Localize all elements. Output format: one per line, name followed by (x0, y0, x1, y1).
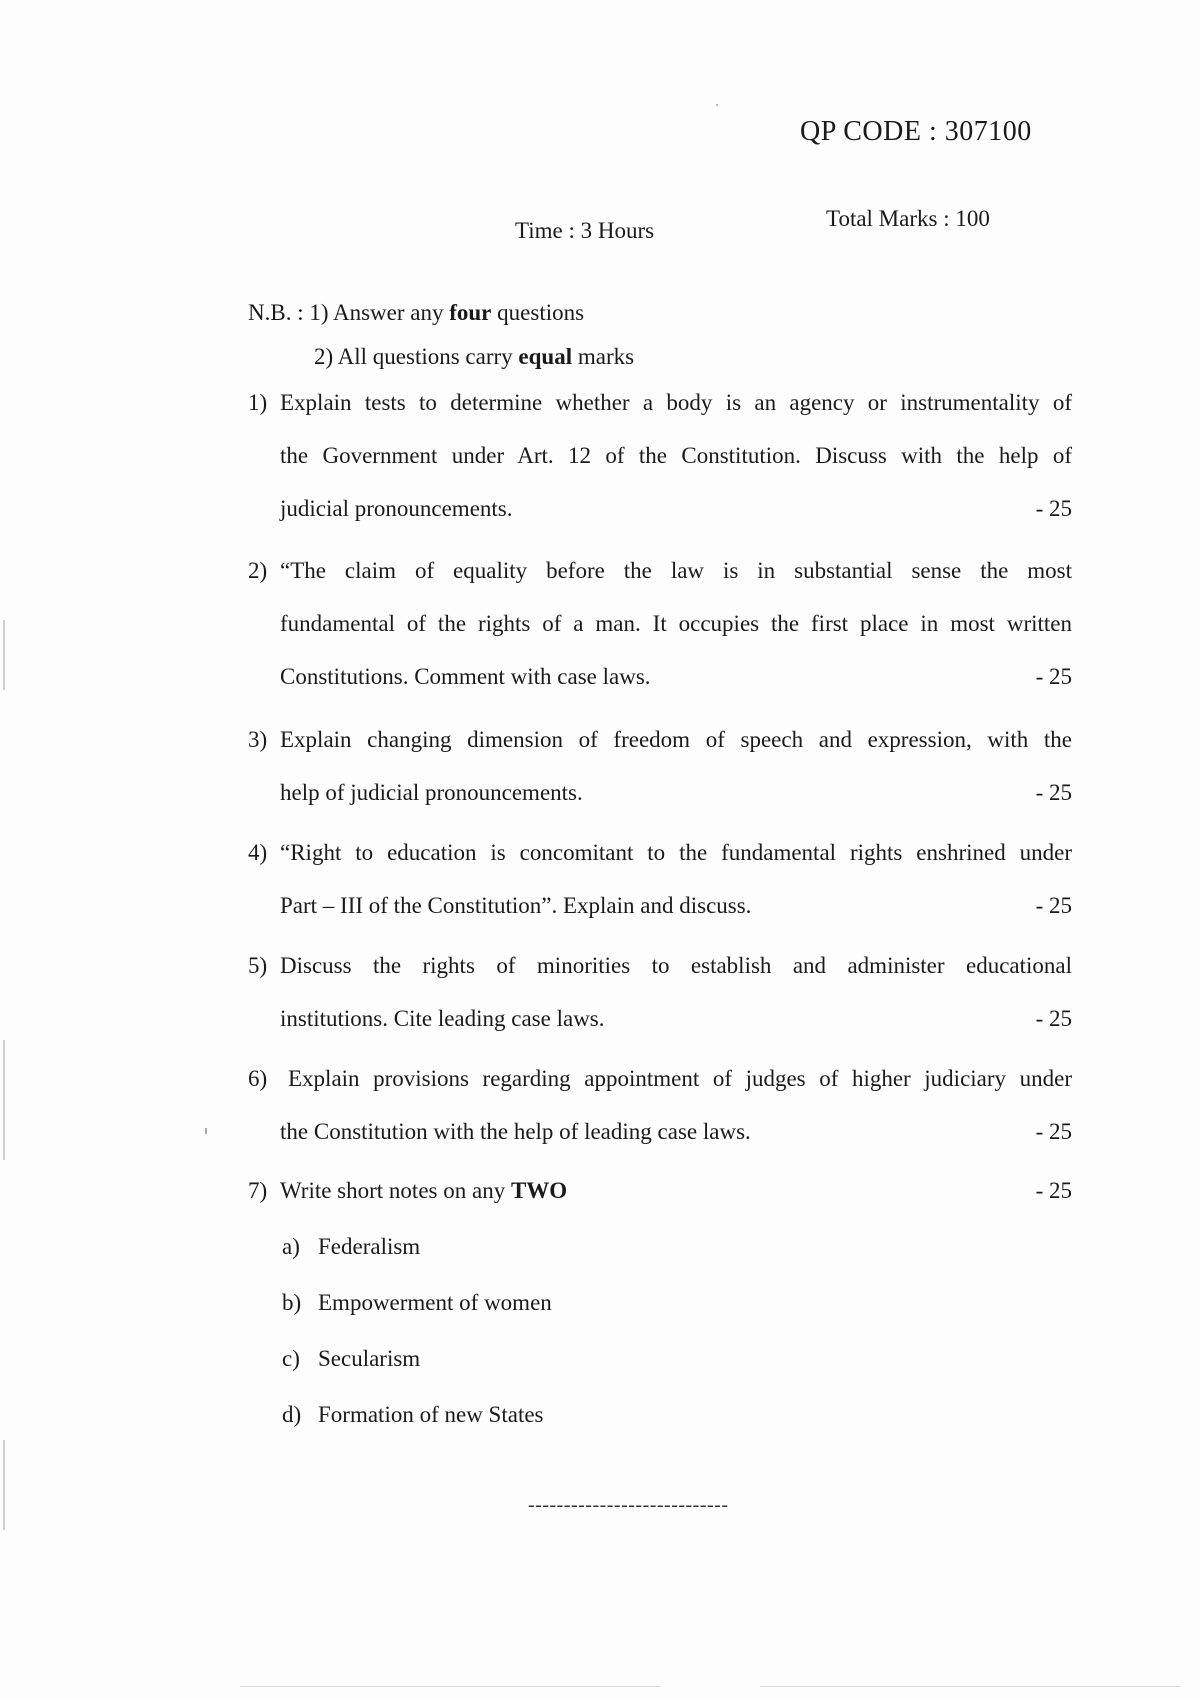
option-text: Empowerment of women (318, 1290, 552, 1315)
question-number: 4) (248, 840, 268, 865)
option-text: Formation of new States (318, 1402, 544, 1427)
option-letter: c) (282, 1346, 300, 1371)
instruction-emphasis-four: four (449, 300, 492, 325)
question-emphasis-two: TWO (510, 1178, 568, 1203)
question-line: Discuss the rights of minorities to establish and administer educational (280, 953, 1072, 978)
question-line: “The claim of equality before the law is in substantial sense the most (280, 558, 1072, 583)
question-marks: - 25 (1035, 1178, 1072, 1203)
instruction-prefix: N.B. : (248, 300, 310, 325)
short-note-option (282, 1346, 420, 1372)
question-line: Explain provisions regarding appointment of judges of higher judiciary under (288, 1066, 1072, 1091)
option-text: Secularism (318, 1346, 421, 1371)
option-letter: d) (282, 1402, 302, 1427)
question-line: institutions. Cite leading case laws. (280, 1006, 605, 1031)
scan-noise (3, 1440, 5, 1530)
question-line: Explain tests to determine whether a body is an agency or instrumentality of (280, 390, 1072, 415)
question-line: Explain changing dimension of freedom of speech and expression, with the (280, 727, 1072, 752)
question-marks: - 25 (1035, 664, 1072, 689)
short-note-option (282, 1234, 420, 1260)
scan-noise (3, 1040, 5, 1160)
question-line: Constitutions. Comment with case laws. (280, 664, 651, 689)
option-text: Federalism (318, 1234, 421, 1259)
question-line: “Right to education is concomitant to the fundamental rights enshrined under (280, 840, 1072, 865)
option-letter: a) (282, 1234, 300, 1259)
question-number: 2) (248, 558, 268, 583)
scan-noise (760, 1686, 1180, 1687)
question-line: Part – III of the Constitution”. Explain and discuss. (280, 893, 752, 918)
scan-noise (205, 1128, 207, 1134)
question-marks: - 25 (1035, 1006, 1072, 1031)
option-letter: b) (282, 1290, 302, 1315)
short-note-option (282, 1402, 544, 1428)
instruction-2: 2) All questions carry equal marks (314, 344, 635, 369)
question-number: 6) (248, 1066, 268, 1091)
question-line: help of judicial pronouncements. (280, 780, 583, 805)
instruction-1: N.B. : 1) Answer any four questions (248, 300, 585, 325)
question-number: 3) (248, 727, 268, 752)
scan-noise (3, 620, 5, 690)
question-marks: - 25 (1035, 1119, 1072, 1144)
question-line: the Constitution with the help of leading case laws. (280, 1119, 751, 1144)
total-marks: Total Marks : 100 (826, 206, 990, 231)
question-marks: - 25 (1035, 496, 1072, 521)
question-line: the Government under Art. 12 of the Constitution. Discuss with the help of (280, 443, 1072, 468)
question-line: fundamental of the rights of a man. It occupies the first place in most written (280, 611, 1072, 636)
end-divider: ---------------------------- (528, 1494, 729, 1516)
question-marks: - 25 (1035, 780, 1072, 805)
scan-noise (716, 104, 718, 106)
scan-noise (240, 1686, 660, 1687)
instruction-emphasis-equal: equal (518, 344, 573, 369)
question-number: 1) (248, 390, 268, 415)
question-marks: - 25 (1035, 893, 1072, 918)
question-line: judicial pronouncements. (280, 496, 513, 521)
question-line: Write short notes on any TWO (280, 1178, 568, 1203)
question-number: 5) (248, 953, 268, 978)
qp-code: QP CODE : 307100 (800, 116, 1032, 147)
short-note-option (282, 1290, 552, 1316)
exam-duration: Time : 3 Hours (515, 218, 655, 243)
question-number: 7) (248, 1178, 268, 1203)
